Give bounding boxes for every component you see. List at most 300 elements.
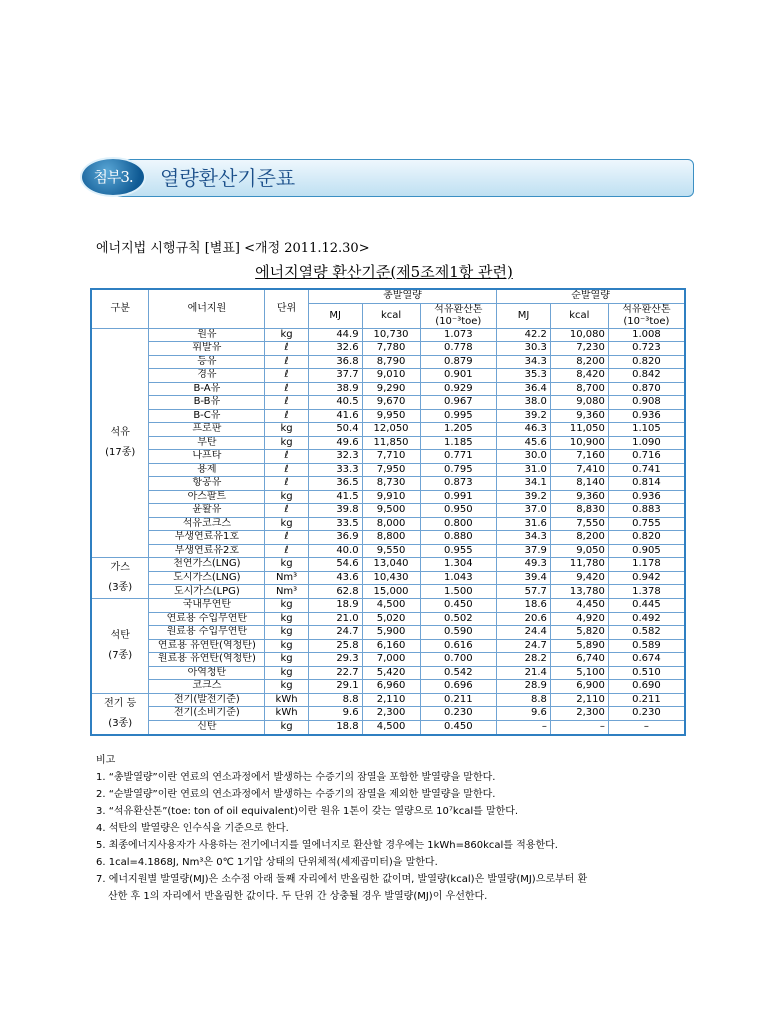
net-mj-cell: 37.9 — [497, 544, 551, 558]
unit-cell: Nm³ — [265, 585, 308, 599]
net-toe-cell: 1.178 — [608, 558, 685, 572]
net-mj-cell: 37.0 — [497, 504, 551, 518]
banner-title: 열량환산기준표 — [160, 166, 296, 190]
source-cell: 원료용 수입무연탄 — [149, 626, 265, 640]
gross-toe-cell: 0.502 — [420, 612, 497, 626]
gross-mj-cell: 24.7 — [308, 626, 362, 640]
table-row — [91, 585, 685, 599]
gross-mj-cell: 29.1 — [308, 680, 362, 694]
source-cell: 부생연료유2호 — [149, 544, 265, 558]
source-cell: 천연가스(LNG) — [149, 558, 265, 572]
net-toe-cell: 1.378 — [608, 585, 685, 599]
gross-mj-cell: 50.4 — [308, 423, 362, 437]
source-cell: 부탄 — [149, 436, 265, 450]
net-mj-cell: 8.8 — [497, 693, 551, 707]
source-cell: 전기(소비기준) — [149, 707, 265, 721]
net-toe-cell: 0.883 — [608, 504, 685, 518]
table-row — [91, 369, 685, 383]
net-toe-cell: 0.211 — [608, 693, 685, 707]
table-row — [91, 477, 685, 491]
source-cell: 석유코크스 — [149, 517, 265, 531]
net-mj-cell: 39.4 — [497, 571, 551, 585]
gross-kcal-cell: 9,950 — [362, 409, 420, 423]
unit-cell: ℓ — [265, 450, 308, 464]
gross-kcal-cell: 11,850 — [362, 436, 420, 450]
gross-kcal-cell: 7,710 — [362, 450, 420, 464]
header-category: 구분 — [91, 289, 149, 328]
gross-toe-cell: 0.880 — [420, 531, 497, 545]
net-toe-cell: 0.905 — [608, 544, 685, 558]
net-kcal-cell: 4,450 — [550, 599, 608, 613]
unit-cell: ℓ — [265, 355, 308, 369]
net-mj-cell: 34.1 — [497, 477, 551, 491]
gross-kcal-cell: 9,550 — [362, 544, 420, 558]
gross-kcal-cell: 4,500 — [362, 720, 420, 734]
gross-mj-cell: 37.7 — [308, 369, 362, 383]
gross-kcal-cell: 9,500 — [362, 504, 420, 518]
header-gross-mj: MJ — [308, 303, 362, 328]
gross-kcal-cell: 5,020 — [362, 612, 420, 626]
gross-mj-cell: 18.9 — [308, 599, 362, 613]
source-cell: 코크스 — [149, 680, 265, 694]
table-row — [91, 680, 685, 694]
unit-cell: ℓ — [265, 396, 308, 410]
notes-section — [96, 752, 696, 905]
gross-mj-cell: 36.9 — [308, 531, 362, 545]
net-mj-cell: 36.4 — [497, 382, 551, 396]
net-toe-cell: 0.492 — [608, 612, 685, 626]
gross-mj-cell: 36.8 — [308, 355, 362, 369]
gross-mj-cell: 41.5 — [308, 490, 362, 504]
table-row — [91, 558, 685, 572]
attachment-badge: 첨부3. — [80, 157, 146, 197]
table-row — [91, 396, 685, 410]
note-item: 7. 에너지원별 발열량(MJ)은 소수점 아래 둘째 자리에서 반올림한 값이며, 발열량(kcal)은 발열량(MJ)으로부터 환 — [96, 874, 588, 885]
net-mj-cell: 21.4 — [497, 666, 551, 680]
unit-cell: ℓ — [265, 531, 308, 545]
gross-mj-cell: 8.8 — [308, 693, 362, 707]
note-item: 2. “순발열량”이란 연료의 연소과정에서 발생하는 수증기의 잠열을 제외한 발열량을 말한다. — [96, 789, 496, 800]
header-gross: 총발열량 — [308, 289, 496, 303]
source-cell: 항공유 — [149, 477, 265, 491]
gross-kcal-cell: 2,110 — [362, 693, 420, 707]
notes-heading: 비고 — [96, 755, 116, 766]
net-kcal-cell: 6,900 — [550, 680, 608, 694]
gross-mj-cell: 41.6 — [308, 409, 362, 423]
gross-mj-cell: 40.5 — [308, 396, 362, 410]
gross-toe-cell: 0.950 — [420, 504, 497, 518]
table-row — [91, 436, 685, 450]
net-kcal-cell: 9,420 — [550, 571, 608, 585]
note-item: 3. “석유환산톤”(toe: ton of oil equivalent)이란 원유 1톤이 갖는 열량으로 10⁷kcal를 말한다. — [96, 806, 519, 817]
category-cell: 석유 (17종) — [91, 328, 149, 558]
unit-cell: ℓ — [265, 463, 308, 477]
net-kcal-cell: 7,160 — [550, 450, 608, 464]
net-toe-cell: 1.090 — [608, 436, 685, 450]
source-cell: 프로판 — [149, 423, 265, 437]
gross-toe-cell: 1.043 — [420, 571, 497, 585]
gross-mj-cell: 54.6 — [308, 558, 362, 572]
gross-toe-cell: 0.873 — [420, 477, 497, 491]
net-kcal-cell: 8,700 — [550, 382, 608, 396]
net-mj-cell: 9.6 — [497, 707, 551, 721]
gross-toe-cell: 0.778 — [420, 342, 497, 356]
net-toe-cell: 0.741 — [608, 463, 685, 477]
table-row — [91, 720, 685, 734]
header-net-mj: MJ — [497, 303, 551, 328]
table-row — [91, 544, 685, 558]
gross-mj-cell: 40.0 — [308, 544, 362, 558]
source-cell: 휘발유 — [149, 342, 265, 356]
source-cell: 윤활유 — [149, 504, 265, 518]
gross-toe-cell: 0.542 — [420, 666, 497, 680]
gross-mj-cell: 9.6 — [308, 707, 362, 721]
source-cell: 신탄 — [149, 720, 265, 734]
header-net: 순발열량 — [497, 289, 685, 303]
gross-toe-cell: 0.795 — [420, 463, 497, 477]
gross-kcal-cell: 7,950 — [362, 463, 420, 477]
net-toe-cell: 0.230 — [608, 707, 685, 721]
unit-cell: kWh — [265, 693, 308, 707]
net-kcal-cell: 8,830 — [550, 504, 608, 518]
gross-kcal-cell: 9,670 — [362, 396, 420, 410]
unit-cell: kg — [265, 653, 308, 667]
net-toe-cell: 0.510 — [608, 666, 685, 680]
source-cell: B-B유 — [149, 396, 265, 410]
table-row — [91, 517, 685, 531]
table-row — [91, 571, 685, 585]
header-unit: 단위 — [265, 289, 308, 328]
net-kcal-cell: 10,900 — [550, 436, 608, 450]
gross-toe-cell: 0.800 — [420, 517, 497, 531]
source-cell: 국내무연탄 — [149, 599, 265, 613]
source-cell: 전기(발전기준) — [149, 693, 265, 707]
net-kcal-cell: 5,890 — [550, 639, 608, 653]
net-kcal-cell: 7,550 — [550, 517, 608, 531]
table-row — [91, 342, 685, 356]
net-mj-cell: 42.2 — [497, 328, 551, 342]
note-item: 1. “총발열량”이란 연료의 연소과정에서 발생하는 수증기의 잠열을 포함한 발열량을 말한다. — [96, 772, 496, 783]
note-item: 6. 1cal=4.1868J, Nm³은 0℃ 1기압 상태의 단위체적(세제곱미터)을 말한다. — [96, 857, 438, 868]
gross-mj-cell: 33.3 — [308, 463, 362, 477]
gross-toe-cell: 0.696 — [420, 680, 497, 694]
net-toe-cell: 0.589 — [608, 639, 685, 653]
unit-cell: ℓ — [265, 504, 308, 518]
net-mj-cell: 57.7 — [497, 585, 551, 599]
source-cell: 원료용 유연탄(역청탄) — [149, 653, 265, 667]
unit-cell: kg — [265, 612, 308, 626]
net-kcal-cell: 6,740 — [550, 653, 608, 667]
net-kcal-cell: 9,050 — [550, 544, 608, 558]
gross-kcal-cell: 9,290 — [362, 382, 420, 396]
gross-mj-cell: 33.5 — [308, 517, 362, 531]
source-cell: 연료용 수입무연탄 — [149, 612, 265, 626]
net-mj-cell: 18.6 — [497, 599, 551, 613]
gross-kcal-cell: 5,900 — [362, 626, 420, 640]
net-toe-cell: 0.820 — [608, 531, 685, 545]
net-kcal-cell: – — [550, 720, 608, 734]
net-toe-cell: 0.690 — [608, 680, 685, 694]
gross-kcal-cell: 6,960 — [362, 680, 420, 694]
net-kcal-cell: 9,360 — [550, 409, 608, 423]
gross-kcal-cell: 15,000 — [362, 585, 420, 599]
net-kcal-cell: 9,080 — [550, 396, 608, 410]
gross-toe-cell: 1.205 — [420, 423, 497, 437]
source-cell: B-C유 — [149, 409, 265, 423]
net-mj-cell: 39.2 — [497, 490, 551, 504]
net-kcal-cell: 8,200 — [550, 355, 608, 369]
source-cell: 연료용 유연탄(역청탄) — [149, 639, 265, 653]
category-cell: 석탄 (7종) — [91, 599, 149, 694]
unit-cell: kg — [265, 558, 308, 572]
gross-toe-cell: 1.304 — [420, 558, 497, 572]
note-item: 4. 석탄의 발열량은 인수식을 기준으로 한다. — [96, 823, 289, 834]
gross-kcal-cell: 2,300 — [362, 707, 420, 721]
gross-kcal-cell: 6,160 — [362, 639, 420, 653]
gross-mj-cell: 49.6 — [308, 436, 362, 450]
gross-kcal-cell: 4,500 — [362, 599, 420, 613]
gross-kcal-cell: 8,790 — [362, 355, 420, 369]
gross-toe-cell: 0.995 — [420, 409, 497, 423]
header-gross-toe: 석유환산톤 (10⁻³toe) — [420, 303, 497, 328]
net-mj-cell: 34.3 — [497, 531, 551, 545]
net-mj-cell: 34.3 — [497, 355, 551, 369]
document-subtitle: 에너지법 시행규칙 [별표] <개정 2011.12.30> — [96, 241, 370, 256]
net-mj-cell: 31.6 — [497, 517, 551, 531]
gross-toe-cell: 0.450 — [420, 720, 497, 734]
source-cell: 아역청탄 — [149, 666, 265, 680]
net-mj-cell: 24.7 — [497, 639, 551, 653]
table-row — [91, 666, 685, 680]
net-kcal-cell: 9,360 — [550, 490, 608, 504]
gross-mj-cell: 44.9 — [308, 328, 362, 342]
net-mj-cell: 30.3 — [497, 342, 551, 356]
gross-mj-cell: 38.9 — [308, 382, 362, 396]
gross-mj-cell: 39.8 — [308, 504, 362, 518]
net-toe-cell: 0.908 — [608, 396, 685, 410]
net-toe-cell: 0.755 — [608, 517, 685, 531]
gross-kcal-cell: 5,420 — [362, 666, 420, 680]
table-row — [91, 531, 685, 545]
unit-cell: kg — [265, 436, 308, 450]
gross-kcal-cell: 12,050 — [362, 423, 420, 437]
unit-cell: kg — [265, 328, 308, 342]
net-toe-cell: 0.445 — [608, 599, 685, 613]
gross-mj-cell: 32.6 — [308, 342, 362, 356]
unit-cell: kg — [265, 599, 308, 613]
source-cell: 부생연료유1호 — [149, 531, 265, 545]
net-kcal-cell: 13,780 — [550, 585, 608, 599]
net-toe-cell: – — [608, 720, 685, 734]
note-item: 5. 최종에너지사용자가 사용하는 전기에너지를 열에너지로 환산할 경우에는 1kWh=860kcal를 적용한다. — [96, 840, 558, 851]
header-source: 에너지원 — [149, 289, 265, 328]
unit-cell: ℓ — [265, 544, 308, 558]
net-mj-cell: 20.6 — [497, 612, 551, 626]
gross-toe-cell: 0.991 — [420, 490, 497, 504]
source-cell: 용제 — [149, 463, 265, 477]
gross-mj-cell: 25.8 — [308, 639, 362, 653]
net-mj-cell: 49.3 — [497, 558, 551, 572]
gross-toe-cell: 0.879 — [420, 355, 497, 369]
table-row — [91, 707, 685, 721]
gross-kcal-cell: 7,780 — [362, 342, 420, 356]
net-kcal-cell: 2,110 — [550, 693, 608, 707]
net-kcal-cell: 7,410 — [550, 463, 608, 477]
net-mj-cell: – — [497, 720, 551, 734]
gross-mj-cell: 29.3 — [308, 653, 362, 667]
unit-cell: ℓ — [265, 477, 308, 491]
gross-kcal-cell: 8,800 — [362, 531, 420, 545]
gross-toe-cell: 1.500 — [420, 585, 497, 599]
gross-kcal-cell: 9,010 — [362, 369, 420, 383]
unit-cell: kWh — [265, 707, 308, 721]
gross-toe-cell: 1.073 — [420, 328, 497, 342]
table-row — [91, 450, 685, 464]
unit-cell: kg — [265, 680, 308, 694]
table-row — [91, 612, 685, 626]
gross-toe-cell: 1.185 — [420, 436, 497, 450]
gross-toe-cell: 0.616 — [420, 639, 497, 653]
header-gross-kcal: kcal — [362, 303, 420, 328]
net-kcal-cell: 11,780 — [550, 558, 608, 572]
unit-cell: kg — [265, 517, 308, 531]
unit-cell: ℓ — [265, 342, 308, 356]
gross-kcal-cell: 7,000 — [362, 653, 420, 667]
gross-kcal-cell: 10,730 — [362, 328, 420, 342]
table-row — [91, 599, 685, 613]
table-row — [91, 355, 685, 369]
gross-toe-cell: 0.967 — [420, 396, 497, 410]
gross-mj-cell: 18.8 — [308, 720, 362, 734]
net-toe-cell: 0.936 — [608, 409, 685, 423]
net-kcal-cell: 7,230 — [550, 342, 608, 356]
net-mj-cell: 38.0 — [497, 396, 551, 410]
net-mj-cell: 31.0 — [497, 463, 551, 477]
gross-toe-cell: 0.700 — [420, 653, 497, 667]
note-item-continuation: 산한 후 1의 자리에서 반올림한 값이다. 두 단위 간 상충될 경우 발열량(MJ)이 우선한다. — [108, 891, 488, 902]
table-row — [91, 409, 685, 423]
net-mj-cell: 45.6 — [497, 436, 551, 450]
net-toe-cell: 0.814 — [608, 477, 685, 491]
net-mj-cell: 46.3 — [497, 423, 551, 437]
net-kcal-cell: 10,080 — [550, 328, 608, 342]
heat-conversion-table — [90, 288, 686, 736]
net-kcal-cell: 8,200 — [550, 531, 608, 545]
net-toe-cell: 1.105 — [608, 423, 685, 437]
unit-cell: ℓ — [265, 409, 308, 423]
category-cell: 전기 등 (3종) — [91, 693, 149, 735]
net-toe-cell: 0.674 — [608, 653, 685, 667]
net-toe-cell: 0.842 — [608, 369, 685, 383]
source-cell: 도시가스(LPG) — [149, 585, 265, 599]
unit-cell: kg — [265, 490, 308, 504]
net-mj-cell: 39.2 — [497, 409, 551, 423]
table-row — [91, 328, 685, 342]
gross-toe-cell: 0.590 — [420, 626, 497, 640]
net-kcal-cell: 5,820 — [550, 626, 608, 640]
table-row — [91, 653, 685, 667]
source-cell: B-A유 — [149, 382, 265, 396]
unit-cell: kg — [265, 423, 308, 437]
table-row — [91, 639, 685, 653]
gross-toe-cell: 0.211 — [420, 693, 497, 707]
gross-kcal-cell: 9,910 — [362, 490, 420, 504]
category-cell: 가스 (3종) — [91, 558, 149, 599]
table-row — [91, 693, 685, 707]
gross-mj-cell: 62.8 — [308, 585, 362, 599]
gross-mj-cell: 36.5 — [308, 477, 362, 491]
table-row — [91, 504, 685, 518]
net-kcal-cell: 8,420 — [550, 369, 608, 383]
net-kcal-cell: 5,100 — [550, 666, 608, 680]
net-mj-cell: 35.3 — [497, 369, 551, 383]
net-kcal-cell: 4,920 — [550, 612, 608, 626]
gross-kcal-cell: 13,040 — [362, 558, 420, 572]
net-toe-cell: 0.723 — [608, 342, 685, 356]
gross-toe-cell: 0.230 — [420, 707, 497, 721]
gross-toe-cell: 0.929 — [420, 382, 497, 396]
net-toe-cell: 0.582 — [608, 626, 685, 640]
gross-toe-cell: 0.955 — [420, 544, 497, 558]
unit-cell: kg — [265, 666, 308, 680]
gross-mj-cell: 22.7 — [308, 666, 362, 680]
net-toe-cell: 0.820 — [608, 355, 685, 369]
source-cell: 등유 — [149, 355, 265, 369]
gross-kcal-cell: 8,730 — [362, 477, 420, 491]
gross-mj-cell: 21.0 — [308, 612, 362, 626]
unit-cell: kg — [265, 639, 308, 653]
header-net-toe: 석유환산톤 (10⁻³toe) — [608, 303, 685, 328]
gross-toe-cell: 0.450 — [420, 599, 497, 613]
gross-kcal-cell: 10,430 — [362, 571, 420, 585]
table-row — [91, 626, 685, 640]
unit-cell: Nm³ — [265, 571, 308, 585]
unit-cell: ℓ — [265, 382, 308, 396]
net-mj-cell: 24.4 — [497, 626, 551, 640]
table-row — [91, 463, 685, 477]
table-caption: 에너지열량 환산기준(제5조제1항 관련) — [255, 263, 513, 281]
source-cell: 아스팔트 — [149, 490, 265, 504]
table-body — [91, 328, 685, 735]
net-kcal-cell: 8,140 — [550, 477, 608, 491]
net-toe-cell: 0.716 — [608, 450, 685, 464]
source-cell: 나프타 — [149, 450, 265, 464]
gross-mj-cell: 32.3 — [308, 450, 362, 464]
net-mj-cell: 28.2 — [497, 653, 551, 667]
net-mj-cell: 30.0 — [497, 450, 551, 464]
gross-toe-cell: 0.771 — [420, 450, 497, 464]
net-kcal-cell: 2,300 — [550, 707, 608, 721]
net-toe-cell: 1.008 — [608, 328, 685, 342]
net-toe-cell: 0.942 — [608, 571, 685, 585]
header-net-kcal: kcal — [550, 303, 608, 328]
net-mj-cell: 28.9 — [497, 680, 551, 694]
table-row — [91, 382, 685, 396]
table-row — [91, 423, 685, 437]
gross-toe-cell: 0.901 — [420, 369, 497, 383]
net-kcal-cell: 11,050 — [550, 423, 608, 437]
net-toe-cell: 0.870 — [608, 382, 685, 396]
source-cell: 원유 — [149, 328, 265, 342]
table-row — [91, 490, 685, 504]
gross-kcal-cell: 8,000 — [362, 517, 420, 531]
unit-cell: kg — [265, 626, 308, 640]
attachment-banner — [80, 157, 694, 197]
source-cell: 도시가스(LNG) — [149, 571, 265, 585]
gross-mj-cell: 43.6 — [308, 571, 362, 585]
unit-cell: kg — [265, 720, 308, 734]
source-cell: 경유 — [149, 369, 265, 383]
